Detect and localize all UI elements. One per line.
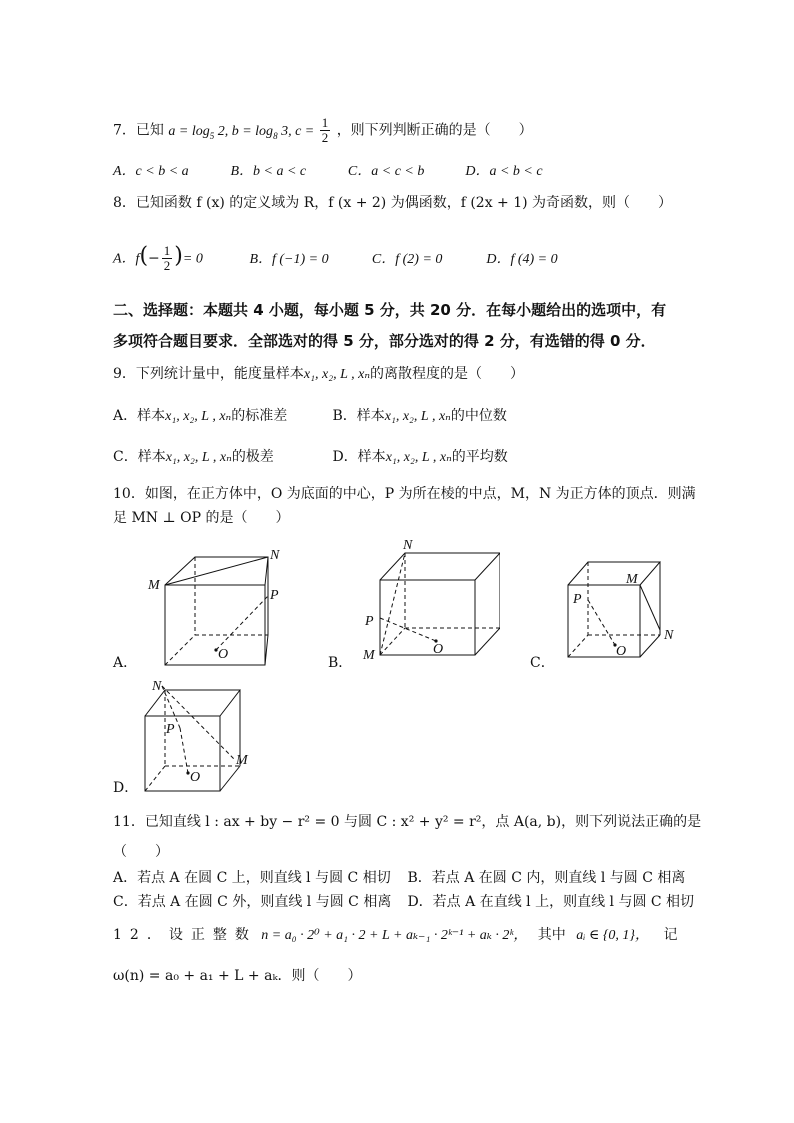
q10-stem-line1: 10．如图，在正方体中，O 为底面的中心，P 为所在棱的中点，M，N 为正方体的顶点．则满 xyxy=(113,486,696,502)
q9-option-d: D．样本x₁, x₂, L , xₙ的平均数 xyxy=(332,449,508,465)
q10-figure-a xyxy=(140,545,300,674)
q10-label-a: A． xyxy=(113,655,138,671)
q11-option-a: A．若点 A 在圆 C 上，则直线 l 与圆 C 相切 xyxy=(113,870,391,886)
q7-prefix: 7．已知 xyxy=(113,122,164,139)
q10d-label-n: N xyxy=(152,679,162,694)
q10b-label-o: O xyxy=(433,642,444,657)
q11-option-b: B．若点 A 在圆 C 内，则直线 l 与圆 C 相离 xyxy=(407,870,686,886)
q7-option-a: A．c < b < a xyxy=(113,164,189,179)
q10-stem-line2: 足 MN ⊥ OP 的是（ ） xyxy=(113,510,290,526)
q8-option-b: B．f (−1) = 0 xyxy=(249,251,329,267)
q7-expr-a: $a = \log_5 2$, $b = \log_8 3$, c = xyxy=(168,123,318,141)
q10d-label-m: M xyxy=(236,753,248,768)
q7-stem xyxy=(113,116,533,145)
q11-stem: 11．已知直线 l : ax + by − r² = 0 与圆 C : x² + y² = r²，点 A(a, b)，则下列说法正确的是 xyxy=(113,814,702,830)
q11-paren: （ ） xyxy=(113,844,169,860)
section2-line2: 多项符合题目要求．全部选对的得 5 分，部分选对的得 2 分，有选错的得 0 分． xyxy=(113,332,656,350)
q11-option-d: D．若点 A 在直线 l 上，则直线 l 与圆 C 相切 xyxy=(407,894,695,910)
q9-option-b: B．样本x₁, x₂, L , xₙ的中位数 xyxy=(332,408,507,424)
q10c-label-o: O xyxy=(616,644,627,659)
q10-figure-d xyxy=(140,678,270,797)
q9-stem: 9．下列统计量中，能度量样本x₁, x₂, L , xₙ的离散程度的是（ ） xyxy=(113,366,525,382)
q10-label-d: D． xyxy=(113,780,139,796)
q8-option-c: C．f (2) = 0 xyxy=(371,251,443,267)
q7-fraction: $\frac{1}{2}$ xyxy=(321,115,329,145)
q7-option-d: D．a < b < c xyxy=(465,164,543,179)
q7-options xyxy=(113,161,543,182)
q10d-label-p: P xyxy=(166,722,175,737)
q7-option-c: C．a < c < b xyxy=(347,164,425,179)
section2-line1: 二、选择题：本题共 4 小题，每小题 5 分，共 20 分．在每小题给出的选项中，有 xyxy=(113,301,667,319)
q12-line1: 12．设正整数 n = a₀ · 2⁰ + a₁ · 2 + L + aₖ₋₁ · 2ᵏ⁻¹ + aₖ · 2ᵏ， 其中 aᵢ ∈ {0, 1}， 记 xyxy=(113,927,678,943)
q10a-label-o: O xyxy=(218,647,229,662)
q11-option-c: C．若点 A 在圆 C 外，则直线 l 与圆 C 相离 xyxy=(113,894,392,910)
q10a-label-n: N xyxy=(270,548,280,563)
q9-option-c: C．样本x₁, x₂, L , xₙ的极差 xyxy=(113,449,274,465)
q7-option-b: B．b < a < c xyxy=(230,164,307,179)
q8-option-a: A．f(− $\frac{1}{2}$ )= 0 xyxy=(113,243,203,273)
q9-options-cd xyxy=(113,447,508,468)
q10b-label-n: N xyxy=(403,538,413,553)
q8-options xyxy=(113,244,558,273)
q10-figure-b xyxy=(360,535,500,669)
q8-stem: 8．已知函数 f (x) 的定义域为 R，f (x + 2) 为偶函数，f (2x + 1) 为奇函数，则（ ） xyxy=(113,195,673,211)
q10b-label-p: P xyxy=(365,614,374,629)
q10-figure-c xyxy=(560,555,690,664)
q8-option-d: D．f (4) = 0 xyxy=(486,251,558,267)
q7-suffix: ，则下列判断正确的是（ ） xyxy=(336,122,533,139)
q10c-label-m: M xyxy=(626,572,638,587)
q10a-label-p: P xyxy=(270,588,279,603)
q11-options-cd xyxy=(113,892,694,912)
q9-option-a: A．样本x₁, x₂, L , xₙ的标准差 xyxy=(113,408,288,424)
q9-options-ab xyxy=(113,406,507,427)
q10-label-b: B． xyxy=(328,655,353,671)
q10c-label-p: P xyxy=(573,592,582,607)
q10-label-c: C． xyxy=(530,655,555,671)
q12-line2: ω(n) = a₀ + a₁ + L + aₖ．则（ ） xyxy=(113,968,362,984)
q10c-label-n: N xyxy=(664,628,674,643)
q11-options-ab xyxy=(113,868,685,888)
q10a-label-m: M xyxy=(148,578,160,593)
q10b-label-m: M xyxy=(363,648,375,663)
q10d-label-o: O xyxy=(190,770,201,785)
